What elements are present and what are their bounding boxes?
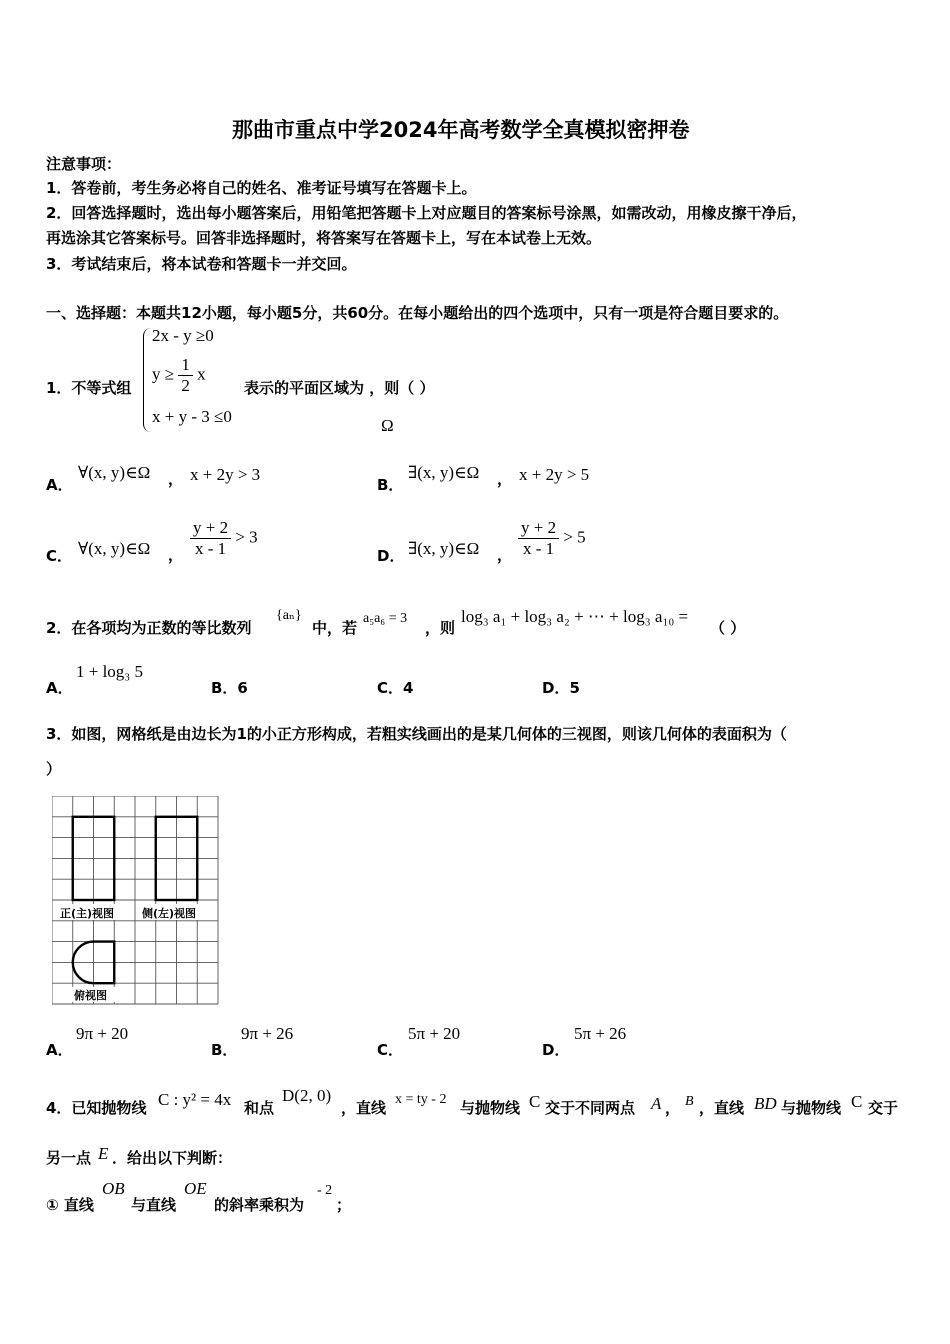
q1-option-d-label: D． xyxy=(377,547,405,565)
q4-line2-a: 另一点 xyxy=(46,1149,92,1167)
q3-option-d-label: D． xyxy=(542,1041,570,1059)
q1-sys2-left: y ≥ xyxy=(152,364,175,384)
q4-line-oe: OE xyxy=(184,1179,207,1198)
q2-option-a-label: A． xyxy=(46,679,73,697)
q1-option-c-right: > 3 xyxy=(235,527,258,547)
q1-system-line3: x + y - 3 ≤0 xyxy=(152,407,232,426)
q1-system-line1: 2x - y ≥0 xyxy=(152,326,214,345)
q4-judgement1-a: ① 直线 xyxy=(46,1196,94,1214)
q1-option-c-sep: ， xyxy=(168,546,184,564)
side-view-label: 侧(左)视图 xyxy=(142,907,197,920)
q1-option-d-quantifier: ∃(x, y)∈Ω xyxy=(408,539,480,558)
q1-option-a-sep: ， xyxy=(168,470,184,488)
q1-option-c-den: x - 1 xyxy=(194,539,227,558)
q3-line2: ） xyxy=(46,760,62,778)
q3-option-c: 5π + 20 xyxy=(408,1024,461,1043)
q1-sys2-num: 1 xyxy=(178,355,193,376)
q4-text-2: 和点 xyxy=(244,1099,275,1117)
q3-option-b-label: B． xyxy=(211,1041,238,1059)
q4-point-e: E xyxy=(98,1144,109,1163)
top-view-label: 俯视图 xyxy=(74,989,107,1002)
q4-judgement1-c: 的斜率乘积为 xyxy=(214,1196,305,1214)
notice-heading: 注意事项： xyxy=(46,155,122,173)
notice-item: 2．回答选择题时，选出每小题答案后，用铅笔把答题卡上对应题目的答案标号涂黑，如需改动，用橡皮擦干净后， xyxy=(46,204,807,222)
q4-curve: C : y² = 4x xyxy=(158,1090,232,1109)
q4-line-bd: BD xyxy=(754,1094,777,1113)
q4-text-3: ，直线 xyxy=(341,1099,387,1117)
q1-option-d-sep: ， xyxy=(497,546,513,564)
q1-option-d-den: x - 1 xyxy=(522,539,555,558)
notice-item: 再选涂其它答案标号。回答非选择题时，将答案写在答题卡上，写在本试卷上无效。 xyxy=(46,229,602,247)
q2-option-b: B．6 xyxy=(211,679,248,697)
q4-text-5: 交于不同两点 xyxy=(545,1099,636,1117)
q2-option-d: D．5 xyxy=(542,679,580,697)
q4-line-ob: OB xyxy=(102,1179,125,1198)
q2-expression: log₃ a₁ + log₃ a₂ + ⋯ + log₃ a₁₀ = xyxy=(461,607,689,626)
q4-text-1: 4．已知抛物线 xyxy=(46,1099,147,1117)
q1-option-d-frac xyxy=(518,518,559,559)
q1-brace xyxy=(143,328,152,432)
q4-judgement1-d: ； xyxy=(336,1196,352,1214)
q4-text-8: 交于 xyxy=(868,1099,899,1117)
q1-suffix: 表示的平面区域为 ，则（ ） xyxy=(244,379,435,397)
q3-option-b: 9π + 26 xyxy=(241,1024,294,1043)
q1-option-c-num: y + 2 xyxy=(190,518,231,539)
q1-option-b-label: B． xyxy=(377,476,404,494)
q3-line1: 3．如图，网格纸是由边长为1的小正方形构成，若粗实线画出的是某几何体的三视图，则该几何体的表面积为（ xyxy=(46,725,787,743)
q4-curve-c1: C xyxy=(529,1092,541,1111)
page-title: 那曲市重点中学2024年高考数学全真模拟密押卷 xyxy=(232,118,690,142)
q1-option-c-frac xyxy=(190,518,231,559)
q1-option-b-expr: x + 2y > 5 xyxy=(519,465,590,484)
q1-system-line2 xyxy=(152,355,206,396)
q4-text-6: ，直线 xyxy=(699,1099,745,1117)
three-view-figure xyxy=(52,796,220,1006)
q2-prefix: 2．在各项均为正数的等比数列 xyxy=(46,619,252,637)
q1-prefix: 1．不等式组 xyxy=(46,379,132,397)
q3-option-d: 5π + 26 xyxy=(574,1024,627,1043)
q1-omega: Ω xyxy=(381,416,394,435)
q1-option-d-right: > 5 xyxy=(563,527,586,547)
q1-option-d-num: y + 2 xyxy=(518,518,559,539)
q2-mid: 中，若 xyxy=(312,619,358,637)
q1-sys2-den: 2 xyxy=(181,376,190,395)
q4-slope-product: - 2 xyxy=(317,1183,333,1198)
q4-point-b: B xyxy=(685,1094,694,1109)
q1-option-a-expr: x + 2y > 3 xyxy=(190,465,261,484)
q4-text-4: 与抛物线 xyxy=(460,1099,521,1117)
q3-option-a: 9π + 20 xyxy=(76,1024,129,1043)
q1-sys2-right: x xyxy=(197,364,206,384)
q3-option-c-label: C． xyxy=(377,1041,404,1059)
front-view-label: 正(主)视图 xyxy=(60,907,115,920)
q4-line: x = ty - 2 xyxy=(395,1092,447,1107)
q4-judgement1-b: 与直线 xyxy=(131,1196,177,1214)
q1-option-c-quantifier: ∀(x, y)∈Ω xyxy=(78,539,151,558)
q4-curve-c2: C xyxy=(851,1092,863,1111)
notice-item: 3．考试结束后，将本试卷和答题卡一并交回。 xyxy=(46,255,357,273)
q2-sequence: {aₙ} xyxy=(276,608,302,623)
q4-comma: ， xyxy=(665,1099,681,1117)
q2-paren: （ ） xyxy=(710,619,746,637)
q2-condition: a₅a₆ = 3 xyxy=(363,611,408,626)
section-heading: 一、选择题：本题共12小题，每小题5分，共60分。在每小题给出的四个选项中，只有一项是符合题目要求的。 xyxy=(46,304,789,322)
q1-option-c-expr xyxy=(190,518,258,559)
q1-option-a-quantifier: ∀(x, y)∈Ω xyxy=(78,463,151,482)
q2-option-c: C．4 xyxy=(377,679,414,697)
q4-line2-b: ．给出以下判断： xyxy=(112,1149,233,1167)
q2-option-a: 1 + log₃ 5 xyxy=(76,662,143,681)
q1-option-d-expr xyxy=(518,518,586,559)
q1-option-a-label: A． xyxy=(46,476,73,494)
q1-option-b-sep: ， xyxy=(497,470,513,488)
q3-option-a-label: A． xyxy=(46,1041,73,1059)
q1-option-c-label: C． xyxy=(46,547,73,565)
notice-item: 1．答卷前，考生务必将自己的姓名、准考证号填写在答题卡上。 xyxy=(46,179,477,197)
q4-text-7: 与抛物线 xyxy=(781,1099,842,1117)
q4-point: D(2, 0) xyxy=(282,1086,332,1105)
q2-then: ，则 xyxy=(425,619,456,637)
q4-point-a: A xyxy=(651,1094,662,1113)
q1-sys2-frac xyxy=(178,355,193,396)
q1-option-b-quantifier: ∃(x, y)∈Ω xyxy=(408,463,480,482)
